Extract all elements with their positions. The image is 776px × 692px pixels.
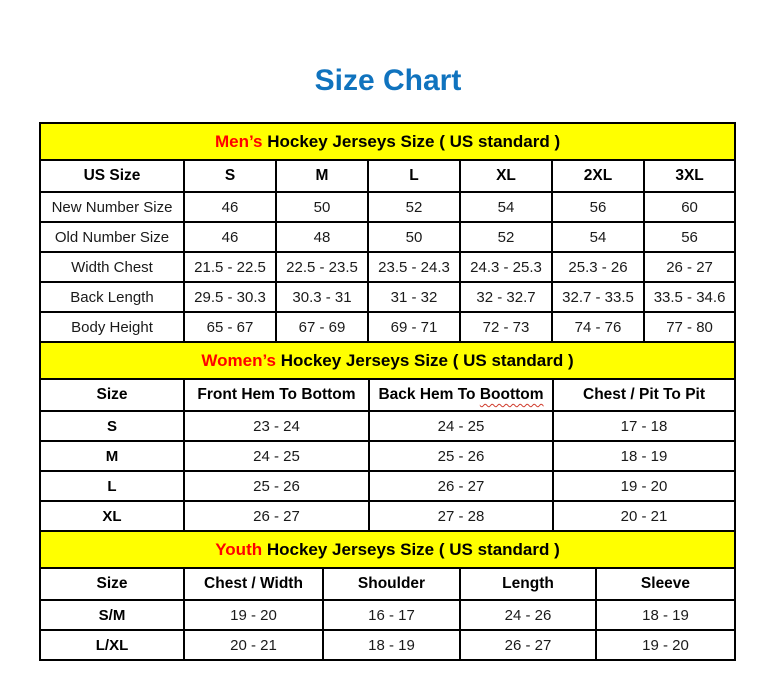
table-row [40, 222, 735, 252]
mens-column-header-row [40, 160, 735, 192]
table-cell: 23 - 24 [184, 411, 369, 441]
table-cell: 52 [460, 222, 552, 252]
table-cell: 50 [368, 222, 460, 252]
table-cell: 54 [552, 222, 644, 252]
column-header: M [276, 160, 368, 192]
youth-heading-rest: Hockey Jerseys Size ( US standard ) [262, 539, 560, 559]
table-cell: 72 - 73 [460, 312, 552, 342]
mens-section-heading [40, 123, 735, 160]
womens-section-heading-row [40, 342, 735, 379]
table-cell: 20 - 21 [184, 630, 323, 660]
row-label: S/M [40, 600, 184, 630]
row-label: L/XL [40, 630, 184, 660]
row-label: Body Height [40, 312, 184, 342]
table-cell: 29.5 - 30.3 [184, 282, 276, 312]
table-cell: 27 - 28 [369, 501, 553, 531]
table-cell: 23.5 - 24.3 [368, 252, 460, 282]
table-cell: 17 - 18 [553, 411, 735, 441]
column-header: S [184, 160, 276, 192]
mens-heading-accent: Men’s [214, 131, 263, 151]
table-cell: 26 - 27 [369, 471, 553, 501]
column-header: Chest / Pit To Pit [553, 379, 735, 411]
table-cell: 24 - 25 [369, 411, 553, 441]
table-row [40, 282, 735, 312]
table-cell: 24 - 26 [460, 600, 596, 630]
table-cell: 16 - 17 [323, 600, 460, 630]
youth-section-heading-row [40, 531, 735, 568]
row-label: M [40, 441, 184, 471]
table-cell: 21.5 - 22.5 [184, 252, 276, 282]
table-cell: 67 - 69 [276, 312, 368, 342]
table-cell: 30.3 - 31 [276, 282, 368, 312]
table-row [40, 630, 735, 660]
table-cell: 46 [184, 192, 276, 222]
table-cell: 22.5 - 23.5 [276, 252, 368, 282]
row-label: Back Length [40, 282, 184, 312]
table-row [40, 192, 735, 222]
table-cell: 24 - 25 [184, 441, 369, 471]
table-cell: 69 - 71 [368, 312, 460, 342]
column-header: 2XL [552, 160, 644, 192]
youth-size-table [39, 530, 736, 661]
table-cell: 20 - 21 [553, 501, 735, 531]
table-row [40, 501, 735, 531]
table-cell: 65 - 67 [184, 312, 276, 342]
table-cell: 26 - 27 [644, 252, 735, 282]
table-cell: 26 - 27 [184, 501, 369, 531]
youth-section-heading [40, 531, 735, 568]
column-header-back-hem [369, 379, 553, 411]
column-header: Sleeve [596, 568, 735, 600]
table-cell: 19 - 20 [184, 600, 323, 630]
mens-heading-rest: Hockey Jerseys Size ( US standard ) [262, 131, 561, 151]
table-cell: 25 - 26 [184, 471, 369, 501]
table-cell: 48 [276, 222, 368, 252]
mens-size-table [39, 122, 736, 343]
table-cell: 54 [460, 192, 552, 222]
table-cell: 33.5 - 34.6 [644, 282, 735, 312]
youth-heading-accent: Youth [215, 539, 263, 559]
table-cell: 32 - 32.7 [460, 282, 552, 312]
table-cell: 19 - 20 [553, 471, 735, 501]
table-cell: 52 [368, 192, 460, 222]
table-cell: 19 - 20 [596, 630, 735, 660]
table-cell: 25 - 26 [369, 441, 553, 471]
womens-heading-rest: Hockey Jerseys Size ( US standard ) [276, 350, 574, 370]
column-header: L [368, 160, 460, 192]
womens-size-table [39, 341, 736, 532]
back-hem-misspelled-word: Boottom [479, 386, 544, 403]
size-chart [39, 122, 734, 661]
column-header: Size [40, 379, 184, 411]
table-cell: 26 - 27 [460, 630, 596, 660]
youth-column-header-row [40, 568, 735, 600]
table-row [40, 312, 735, 342]
row-label: New Number Size [40, 192, 184, 222]
table-cell: 31 - 32 [368, 282, 460, 312]
table-cell: 46 [184, 222, 276, 252]
table-cell: 74 - 76 [552, 312, 644, 342]
column-header: Length [460, 568, 596, 600]
table-cell: 56 [644, 222, 735, 252]
womens-heading-accent: Women’s [201, 350, 276, 370]
row-label: XL [40, 501, 184, 531]
column-header: XL [460, 160, 552, 192]
back-hem-prefix: Back Hem To [378, 386, 480, 403]
table-cell: 18 - 19 [596, 600, 735, 630]
table-cell: 18 - 19 [553, 441, 735, 471]
column-header: Size [40, 568, 184, 600]
row-label: Old Number Size [40, 222, 184, 252]
table-row [40, 471, 735, 501]
row-label: Width Chest [40, 252, 184, 282]
table-row [40, 600, 735, 630]
row-label: L [40, 471, 184, 501]
column-header: 3XL [644, 160, 735, 192]
table-cell: 77 - 80 [644, 312, 735, 342]
table-row [40, 441, 735, 471]
mens-section-heading-row [40, 123, 735, 160]
table-cell: 24.3 - 25.3 [460, 252, 552, 282]
table-row [40, 252, 735, 282]
table-cell: 32.7 - 33.5 [552, 282, 644, 312]
table-cell: 50 [276, 192, 368, 222]
row-label: S [40, 411, 184, 441]
column-header: Shoulder [323, 568, 460, 600]
column-header: Front Hem To Bottom [184, 379, 369, 411]
table-cell: 18 - 19 [323, 630, 460, 660]
column-header: US Size [40, 160, 184, 192]
table-cell: 56 [552, 192, 644, 222]
womens-section-heading [40, 342, 735, 379]
table-cell: 25.3 - 26 [552, 252, 644, 282]
womens-column-header-row [40, 379, 735, 411]
page-title: Size Chart [314, 64, 462, 97]
table-row [40, 411, 735, 441]
table-cell: 60 [644, 192, 735, 222]
column-header: Chest / Width [184, 568, 323, 600]
